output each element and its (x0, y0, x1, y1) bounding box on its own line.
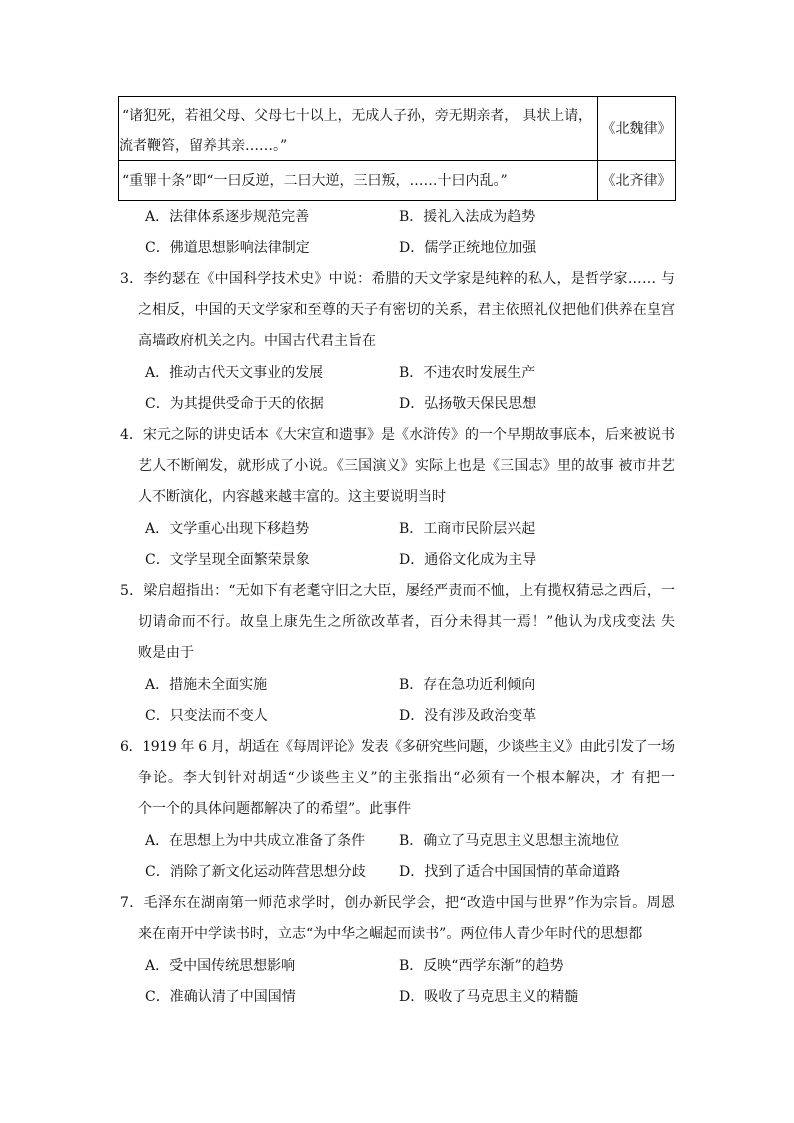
question-stem-line: 高墙政府机关之内。中国古代君主旨在 (138, 333, 376, 349)
option-c: C．只变法而不变人 (145, 708, 268, 724)
table-row-1-text-line: “诸犯死，若祖父母、父母七十以上，无成人子孙，旁无期亲者， 具状上请， (122, 108, 592, 124)
table-row-2-text-line: “重罪十条”即“一曰反逆，二曰大逆，三曰叛，……十曰内乱。” (122, 173, 508, 189)
option-b: B．存在急功近利倾向 (399, 677, 536, 693)
option-d: D．找到了适合中国国情的革命道路 (399, 864, 621, 880)
option-d: D．儒学正统地位加强 (399, 240, 537, 256)
option-c: C．准确认清了中国国情 (145, 989, 296, 1005)
option-a: A．文学重心出现下移趋势 (145, 521, 310, 537)
option-d: D．通俗文化成为主导 (399, 552, 537, 568)
option-c: C．佛道思想影响法律制定 (145, 240, 310, 256)
option-a: A．法律体系逐步规范完善 (145, 209, 310, 225)
option-d: D．弘扬敬天保民思想 (399, 396, 537, 412)
question-stem-line: 艺人不断阐发，就形成了小说。《三国演义》实际上也是《三国志》里的故事 被市井艺 (138, 458, 676, 474)
option-a: A．受中国传统思想影响 (145, 958, 296, 974)
option-a: A．措施未全面实施 (145, 677, 268, 693)
question-stem-line: 切请命而不行。故皇上康先生之所欲改革者，百分未得其一焉！”他认为戊戌变法 失 (138, 614, 676, 630)
table-row-1-text-line: 流者鞭笞，留养其亲……。” (119, 138, 288, 154)
question-stem-line: 5．梁启超指出：“无如下有老耄守旧之大臣，屡经严责而不恤，上有揽权猜忌之西后，一 (120, 583, 676, 599)
question-stem-line: 来在南开中学读书时，立志“为中华之崛起而读书”。两位伟人青少年时代的思想都 (138, 926, 643, 942)
option-b: B．确立了马克思主义思想主流地位 (399, 833, 620, 849)
question-stem-line: 7．毛泽东在湖南第一师范求学时，创办新民学会，把“改造中国与世界”作为宗旨。周恩 (120, 895, 676, 911)
table-row-divider (119, 160, 675, 161)
table-row-1-source: 《北魏律》 (601, 121, 672, 137)
option-b: B．不违农时发展生产 (399, 365, 536, 381)
option-d: D．没有涉及政治变革 (399, 708, 537, 724)
option-b: B．援礼入法成为趋势 (399, 209, 536, 225)
question-stem-line: 争论。李大钊针对胡适“少谈些主义”的主张指出“必须有一个根本解决，才 有把一 (138, 770, 676, 786)
question-stem-line: 之相反，中国的天文学家和至尊的天子有密切的关系，君主依照礼仪把他们供养在皇宫 (138, 302, 676, 318)
option-a: A．推动古代天文事业的发展 (145, 365, 324, 381)
question-stem-line: 人不断演化，内容越来越丰富的。这主要说明当时 (138, 489, 446, 505)
table-row-2-source: 《北齐律》 (601, 173, 672, 189)
source-table (118, 96, 676, 201)
option-b: B．反映“西学东渐”的趋势 (399, 958, 564, 974)
question-stem-line: 3．李约瑟在《中国科学技术史》中说：希腊的天文学家是纯粹的私人，是哲学家…… 与 (120, 271, 676, 287)
option-c: C．消除了新文化运动阵营思想分歧 (145, 864, 366, 880)
option-a: A．在思想上为中共成立准备了条件 (145, 833, 366, 849)
option-d: D．吸收了马克思主义的精髓 (399, 989, 579, 1005)
question-stem-line: 个一个的具体问题都解决了的希望”。此事件 (138, 801, 412, 817)
question-stem-line: 4．宋元之际的讲史话本《大宋宣和遗事》是《水浒传》的一个早期故事底本，后来被说书 (120, 427, 675, 443)
question-stem-line: 6．1919 年 6 月，胡适在《每周评论》发表《多研究些问题，少谈些主义》由此引发了一场 (120, 739, 675, 755)
option-c: C．文学呈现全面繁荣景象 (145, 552, 310, 568)
option-b: B．工商市民阶层兴起 (399, 521, 536, 537)
option-c: C．为其提供受命于天的依据 (145, 396, 324, 412)
question-stem-line: 败是由于 (138, 645, 194, 661)
